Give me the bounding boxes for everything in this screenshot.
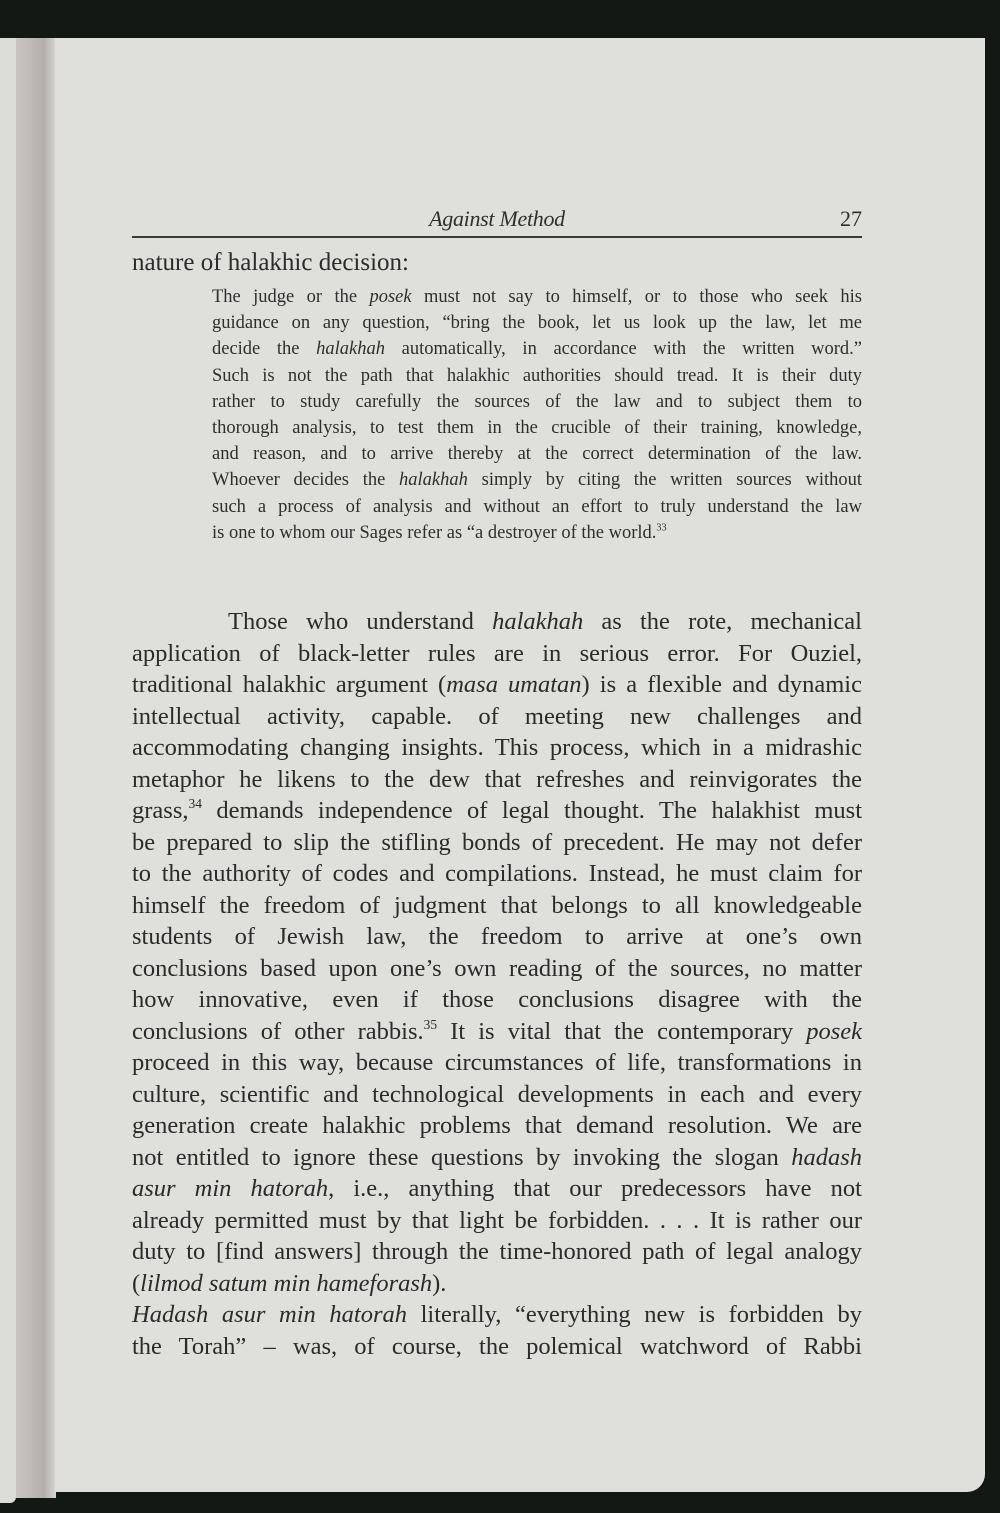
- body-line: conclusions based upon one’s own reading of the sources, no matter: [132, 954, 862, 982]
- italic-term: Hadash asur min hatorah: [132, 1301, 407, 1328]
- page-number: 27: [840, 206, 862, 231]
- italic-term: posek: [369, 287, 412, 307]
- body-line: to the authority of codes and compilations. Instead, he must claim for: [132, 860, 862, 887]
- body-line: intellectual activity, capable. of meeting new challenges and: [132, 702, 862, 730]
- quote-line: guidance on any question, “bring the book, let us look up the law, let me: [212, 313, 862, 334]
- body-line: culture, scientific and technological developments in each and every: [132, 1080, 862, 1108]
- body-line: application of black-letter rules are in serious error. For Ouziel,: [132, 639, 862, 667]
- body-line: not entitled to ignore these questions by invoking the slogan hadash: [132, 1143, 862, 1171]
- italic-term: halakhah: [492, 608, 584, 635]
- footnote-marker: 33: [656, 522, 667, 534]
- lead-in-line: nature of halakhic decision:: [132, 249, 409, 276]
- quote-line: Such is not the path that halakhic authorities should tread. It is their duty: [212, 365, 862, 386]
- italic-term: posek: [806, 1017, 862, 1045]
- running-title: Against Method: [429, 206, 565, 231]
- body-line: accommodating changing insights. This process, which in a midrashic: [132, 734, 862, 761]
- body-line: proceed in this way, because circumstances of life, transformations in: [132, 1049, 862, 1076]
- quote-line: Whoever decides the halakhah simply by citing the written sources without: [212, 470, 862, 491]
- italic-term: asur min hatorah: [132, 1175, 329, 1202]
- quote-line: The judge or the posek must not say to himself, or to those who seek his: [212, 287, 862, 307]
- italic-term: hadash: [791, 1143, 862, 1171]
- left-page-edge: [0, 38, 16, 1503]
- body-line: already permitted must by that light be forbidden. . . . It is rather our: [132, 1206, 862, 1234]
- body-line: (lilmod satum min hameforash).: [132, 1269, 447, 1297]
- quote-line: decide the halakhah automatically, in accordance with the written word.”: [212, 339, 862, 360]
- body-line: students of Jewish law, the freedom to arrive at one’s own: [132, 923, 862, 950]
- quote-line: is one to whom our Sages refer as “a destroyer of the world.$^{33}$: [212, 522, 667, 543]
- body-line: conclusions of other rabbis.$^{35}$ It is vital that the contemporary posek: [132, 1016, 862, 1045]
- body-line: generation create halakhic problems that demand resolution. We are: [132, 1112, 862, 1139]
- italic-term: lilmod satum min hameforash: [140, 1269, 433, 1297]
- quote-line: and reason, and to arrive thereby at the correct determination of the law.: [212, 444, 862, 465]
- quote-line: such a process of analysis and without an effort to truly understand the law: [212, 496, 862, 517]
- footnote-marker: 34: [188, 795, 202, 811]
- body-line: grass,$^{34}$ demands independence of legal thought. The halakhist must: [132, 795, 862, 824]
- quote-line: rather to study carefully the sources of the law and to subject them to: [212, 391, 862, 412]
- footnote-marker: 35: [423, 1016, 438, 1032]
- body-line: be prepared to slip the stifling bonds of precedent. He may not defer: [132, 828, 862, 856]
- body-line: Those who understand halakhah as the rote, mechanical: [228, 608, 862, 635]
- running-head: [132, 206, 862, 238]
- body-line: asur min hatorah, i.e., anything that our predecessors have not: [132, 1175, 862, 1202]
- body-line: himself the freedom of judgment that belongs to all knowledgeable: [132, 891, 862, 919]
- body-line: traditional halakhic argument (masa umatan) is a flexible and dynamic: [132, 671, 862, 698]
- body-line: Hadash asur min hatorah literally, “everything new is forbidden by: [132, 1301, 862, 1328]
- body-line: metaphor he likens to the dew that refreshes and reinvigorates the: [132, 765, 862, 793]
- italic-term: halakhah: [399, 470, 468, 491]
- italic-term: masa umatan: [446, 671, 582, 698]
- body-line: how innovative, even if those conclusions disagree with the: [132, 986, 862, 1013]
- body-line: duty to [find answers] through the time-honored path of legal analogy: [132, 1238, 862, 1265]
- italic-term: halakhah: [316, 339, 386, 360]
- book-page: [55, 38, 985, 1492]
- block-quote: [212, 284, 862, 546]
- body-line: the Torah” – was, of course, the polemical watchword of Rabbi: [132, 1332, 862, 1360]
- body-paragraphs: [132, 606, 862, 1362]
- quote-line: thorough analysis, to test them in the crucible of their training, knowledge,: [212, 417, 862, 438]
- gutter-shadow: [16, 38, 56, 1498]
